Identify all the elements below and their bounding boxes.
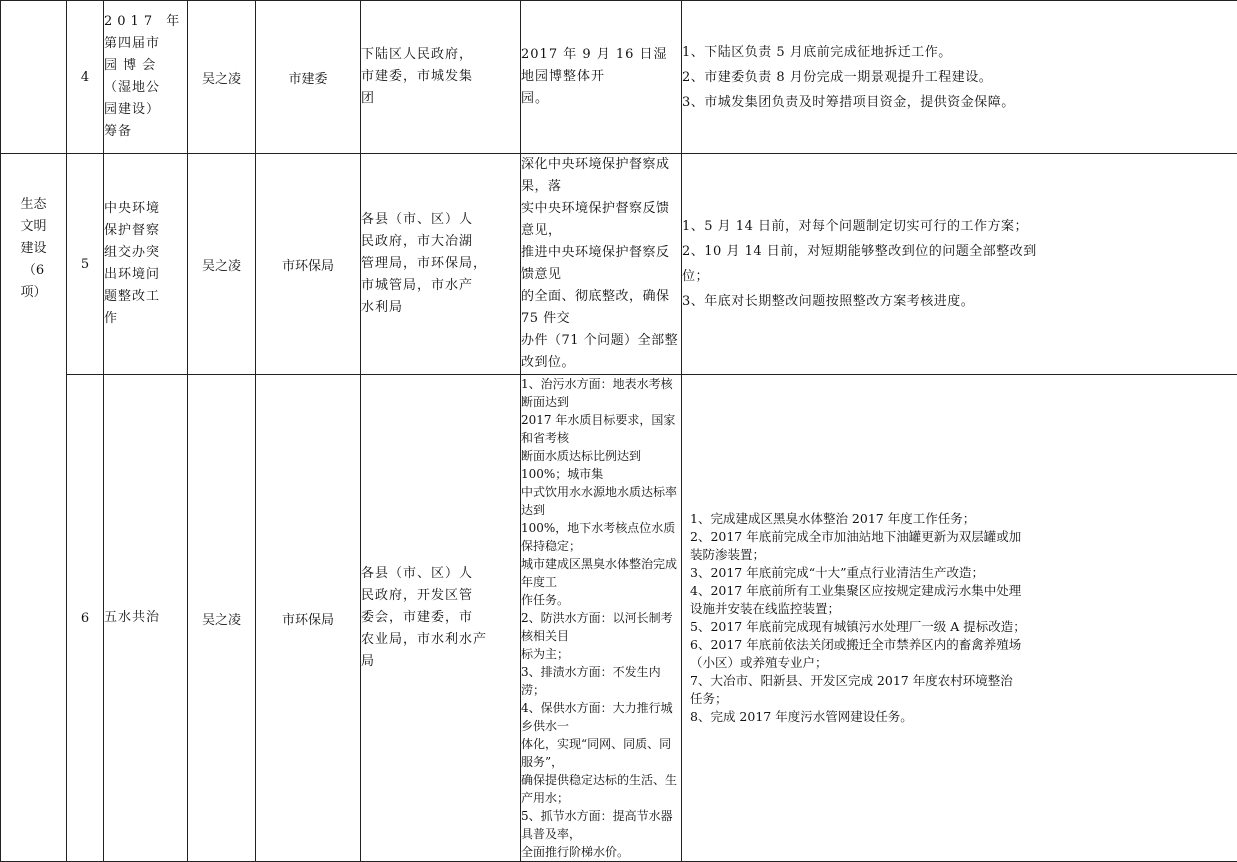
target-line: 办件（71 个问题）全部整改到位。: [521, 330, 681, 374]
target-line: 城市建成区黑臭水体整治完成年度工: [521, 555, 681, 591]
target-line: 体化，实现“同网、同质、同服务”，: [521, 735, 681, 771]
responsible-units-cell: [361, 1, 521, 154]
task-name-line: 园 博 会: [104, 55, 187, 77]
task-name-line: 组交办突: [104, 242, 187, 264]
table-row: [1, 154, 1237, 375]
responsible-line: 管理局，市环保局，: [361, 253, 520, 275]
responsible-units-cell: [361, 154, 521, 375]
task-name-line: 出环境问: [104, 264, 187, 286]
lead-unit-cell: 市环保局: [256, 375, 361, 862]
target-line: 100%，地下水考核点位水质保持稳定；: [521, 519, 681, 555]
target-line: 1、治污水方面：地表水考核断面达到: [521, 375, 681, 411]
task-name-line: 五水共治: [104, 607, 187, 629]
requirement-line: 2、市建委负责 8 月份完成一期景观提升工程建设。: [682, 65, 1237, 90]
target-cell: [521, 154, 682, 375]
target-line: 作任务。: [521, 591, 681, 609]
requirement-line: 1、下陆区负责 5 月底前完成征地拆迁工作。: [682, 40, 1237, 65]
target-line: 深化中央环境保护督察成果，落: [521, 154, 681, 198]
target-line: 2017 年水质目标要求，国家和省考核: [521, 411, 681, 447]
row-number: 5: [67, 154, 104, 375]
requirement-line: 3、2017 年底前完成“十大”重点行业清洁生产改造；: [690, 564, 1237, 582]
target-line: 2017 年 9 月 16 日湿地园博整体开: [521, 44, 681, 88]
requirement-line: 位；: [682, 264, 1237, 289]
category-line: 建设: [1, 238, 66, 260]
requirement-line: （小区）或养殖专业户；: [690, 654, 1237, 672]
responsible-line: 局: [361, 651, 520, 673]
target-line: 实中央环境保护督察反馈意见，: [521, 198, 681, 242]
target-line: 推进中央环境保护督察反馈意见: [521, 242, 681, 286]
responsible-line: 委会，市建委，市: [361, 607, 520, 629]
target-line: 5、抓节水方面：提高节水器具普及率，: [521, 807, 681, 843]
target-cell: [521, 1, 682, 154]
responsible-line: 农业局，市水利水产: [361, 629, 520, 651]
requirement-line: 2、10 月 14 日前，对短期能够整改到位的问题全部整改到: [682, 239, 1237, 264]
responsible-units-cell: [361, 375, 521, 862]
requirements-cell: [682, 154, 1237, 375]
leader-cell: 吴之凌: [188, 1, 256, 154]
target-line: 标为主；: [521, 645, 681, 663]
requirement-line: 1、5 月 14 日前，对每个问题制定切实可行的工作方案；: [682, 214, 1237, 239]
category-line: （6: [1, 260, 66, 282]
task-name-line: 筹备: [104, 121, 187, 143]
requirement-line: 7、大冶市、阳新县、开发区完成 2017 年度农村环境整治: [690, 672, 1237, 690]
lead-unit-cell: 市环保局: [256, 154, 361, 375]
task-name-line: 第四届市: [104, 33, 187, 55]
responsible-line: 民政府，市大冶湖: [361, 231, 520, 253]
target-line: 中式饮用水水源地水质达标率达到: [521, 483, 681, 519]
leader-cell: 吴之凌: [188, 375, 256, 862]
category-line: 生态: [1, 194, 66, 216]
task-name-line: 保护督察: [104, 220, 187, 242]
responsible-line: 民政府，开发区管: [361, 585, 520, 607]
responsible-line: 水利局: [361, 297, 520, 319]
task-name-line: （湿地公: [104, 77, 187, 99]
requirement-line: 装防渗装置；: [690, 546, 1237, 564]
target-line: 全面推行阶梯水价。: [521, 843, 681, 861]
target-line: 断面水质达标比例达到 100%；城市集: [521, 447, 681, 483]
table-row: [1, 375, 1237, 862]
requirement-line: 8、完成 2017 年度污水管网建设任务。: [690, 708, 1237, 726]
category-line: 项）: [1, 282, 66, 304]
target-line: 2、防洪水方面：以河长制考核相关目: [521, 609, 681, 645]
row-number: 4: [67, 1, 104, 154]
target-line: 4、保供水方面：大力推行城乡供水一: [521, 699, 681, 735]
responsible-line: 下陆区人民政府，: [361, 44, 520, 66]
target-line: 确保提供稳定达标的生活、生产用水；: [521, 771, 681, 807]
task-name-line: 园建设）: [104, 99, 187, 121]
target-cell: [521, 375, 682, 862]
target-line: 3、排渍水方面：不发生内涝；: [521, 663, 681, 699]
requirement-line: 任务；: [690, 690, 1237, 708]
requirement-line: 5、2017 年底前完成现有城镇污水处理厂一级 A 提标改造；: [690, 618, 1237, 636]
table-row: [1, 1, 1237, 154]
requirement-line: 设施并安装在线监控装置；: [690, 600, 1237, 618]
responsible-line: 团: [361, 88, 520, 110]
task-name-line: 题整改工: [104, 286, 187, 308]
requirements-cell: [682, 375, 1237, 862]
requirement-line: 3、市城发集团负责及时筹措项目资金，提供资金保障。: [682, 90, 1237, 115]
category-line: 文明: [1, 216, 66, 238]
task-name-cell: [104, 154, 188, 375]
leader-cell: 吴之凌: [188, 154, 256, 375]
requirement-line: 1、完成建成区黑臭水体整治 2017 年度工作任务；: [690, 510, 1237, 528]
requirement-line: 6、2017 年底前依法关闭或搬迁全市禁养区内的畜禽养殖场: [690, 636, 1237, 654]
requirements-cell: [682, 1, 1237, 154]
requirement-line: 2、2017 年底前完成全市加油站地下油罐更新为双层罐或加: [690, 528, 1237, 546]
requirement-line: 4、2017 年底前所有工业集聚区应按规定建成污水集中处理: [690, 582, 1237, 600]
responsible-line: 各县（市、区）人: [361, 563, 520, 585]
task-name-cell: [104, 1, 188, 154]
responsible-line: 市城管局，市水产: [361, 275, 520, 297]
category-cell: [1, 1, 67, 154]
responsible-line: 各县（市、区）人: [361, 209, 520, 231]
responsible-line: 市建委，市城发集: [361, 66, 520, 88]
row-number: 6: [67, 375, 104, 862]
target-line: 园。: [521, 88, 681, 110]
task-name-line: 作: [104, 308, 187, 330]
lead-unit-cell: 市建委: [256, 1, 361, 154]
task-name-line: 2017 年: [104, 11, 187, 33]
requirement-line: 3、年底对长期整改问题按照整改方案考核进度。: [682, 289, 1237, 314]
task-name-line: 中央环境: [104, 198, 187, 220]
target-line: 的全面、彻底整改，确保 75 件交: [521, 286, 681, 330]
category-cell: [1, 154, 67, 862]
task-name-cell: [104, 375, 188, 862]
